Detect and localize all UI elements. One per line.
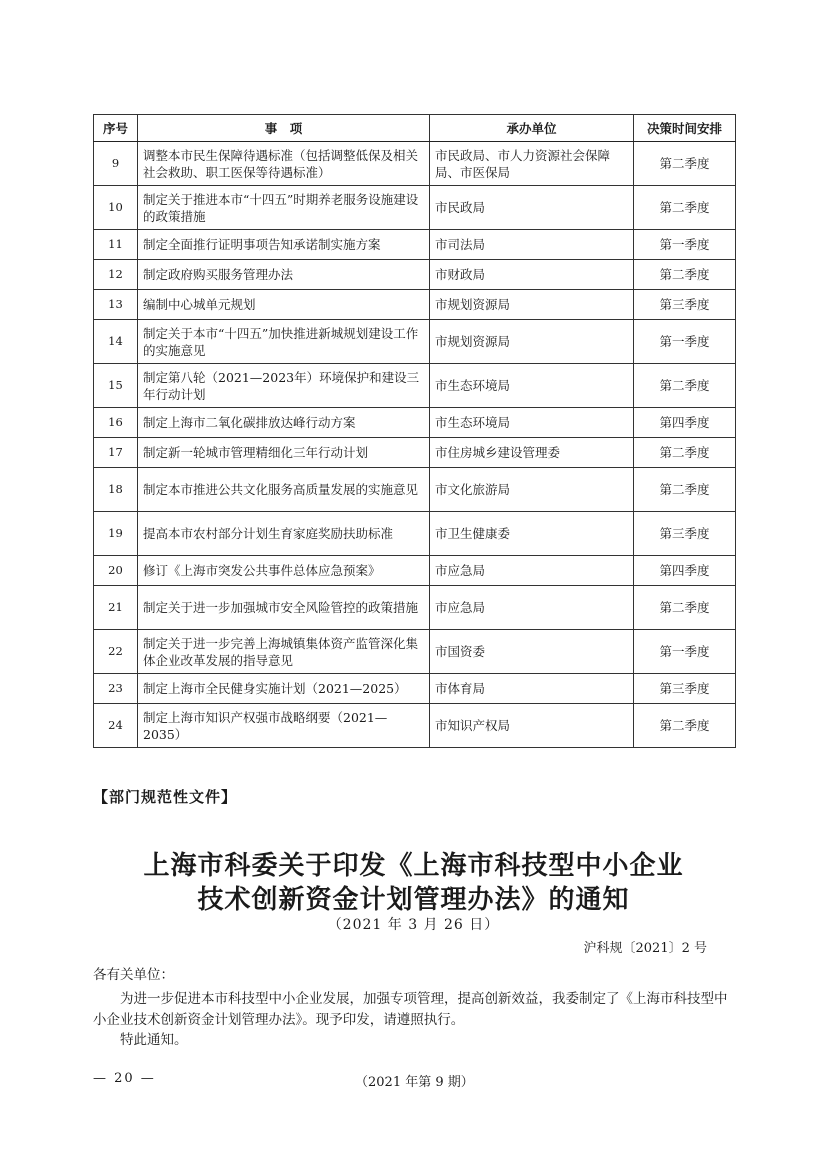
- table-row: [94, 364, 736, 408]
- cell-department: 市应急局: [430, 586, 634, 630]
- table-row: [94, 320, 736, 364]
- cell-item: 制定全面推行证明事项告知承诺制实施方案: [138, 230, 430, 260]
- table-row: [94, 408, 736, 438]
- header-serial-number: 序号: [94, 115, 138, 142]
- table-row: [94, 468, 736, 512]
- cell-item: 制定上海市知识产权强市战略纲要（2021—2035）: [138, 704, 430, 748]
- cell-item: 编制中心城单元规划: [138, 290, 430, 320]
- cell-department: 市司法局: [430, 230, 634, 260]
- table-row: [94, 674, 736, 704]
- cell-serial-number: 15: [94, 364, 138, 408]
- cell-department: 市文化旅游局: [430, 468, 634, 512]
- table-row: [94, 704, 736, 748]
- table-row: [94, 230, 736, 260]
- table-row: [94, 186, 736, 230]
- document-number: 沪科规〔2021〕2 号: [583, 941, 707, 956]
- table-row: [94, 142, 736, 186]
- cell-serial-number: 13: [94, 290, 138, 320]
- cell-decision-time: 第二季度: [634, 364, 736, 408]
- section-label: 【部门规范性文件】: [93, 788, 238, 806]
- cell-serial-number: 19: [94, 512, 138, 556]
- cell-decision-time: 第二季度: [634, 586, 736, 630]
- cell-decision-time: 第二季度: [634, 142, 736, 186]
- cell-item: 制定新一轮城市管理精细化三年行动计划: [138, 438, 430, 468]
- cell-department: 市应急局: [430, 556, 634, 586]
- notice-title-line-2: 技术创新资金计划管理办法》的通知: [197, 885, 630, 915]
- cell-department: 市生态环境局: [430, 408, 634, 438]
- cell-item: 调整本市民生保障待遇标准（包括调整低保及相关社会救助、职工医保等待遇标准）: [138, 142, 430, 186]
- cell-serial-number: 20: [94, 556, 138, 586]
- closing-line: 特此通知。: [120, 1032, 188, 1048]
- decision-schedule-table: [93, 114, 736, 748]
- table-row: [94, 630, 736, 674]
- table-row: [94, 438, 736, 468]
- cell-decision-time: 第二季度: [634, 468, 736, 512]
- cell-serial-number: 17: [94, 438, 138, 468]
- cell-decision-time: 第二季度: [634, 438, 736, 468]
- cell-department: 市体育局: [430, 674, 634, 704]
- cell-item: 制定本市推进公共文化服务高质量发展的实施意见: [138, 468, 430, 512]
- cell-serial-number: 24: [94, 704, 138, 748]
- cell-item: 制定关于本市“十四五”加快推进新城规划建设工作的实施意见: [138, 320, 430, 364]
- cell-serial-number: 22: [94, 630, 138, 674]
- header-department: 承办单位: [430, 115, 634, 142]
- cell-item: 制定关于进一步完善上海城镇集体资产监管深化集体企业改革发展的指导意见: [138, 630, 430, 674]
- notice-title-line-1: 上海市科委关于印发《上海市科技型中小企业: [143, 851, 684, 881]
- cell-serial-number: 12: [94, 260, 138, 290]
- cell-decision-time: 第一季度: [634, 630, 736, 674]
- cell-serial-number: 14: [94, 320, 138, 364]
- header-item: 事 项: [138, 115, 430, 142]
- cell-decision-time: 第三季度: [634, 674, 736, 704]
- cell-item: 制定关于进一步加强城市安全风险管控的政策措施: [138, 586, 430, 630]
- cell-serial-number: 18: [94, 468, 138, 512]
- header-decision-time: 决策时间安排: [634, 115, 736, 142]
- table-row: [94, 586, 736, 630]
- cell-department: 市卫生健康委: [430, 512, 634, 556]
- cell-decision-time: 第一季度: [634, 320, 736, 364]
- cell-decision-time: 第二季度: [634, 704, 736, 748]
- addressee: 各有关单位：: [93, 967, 174, 983]
- cell-department: 市生态环境局: [430, 364, 634, 408]
- cell-department: 市知识产权局: [430, 704, 634, 748]
- cell-serial-number: 9: [94, 142, 138, 186]
- cell-department: 市住房城乡建设管理委: [430, 438, 634, 468]
- cell-serial-number: 16: [94, 408, 138, 438]
- table-row: [94, 512, 736, 556]
- table-row: [94, 260, 736, 290]
- cell-department: 市民政局: [430, 186, 634, 230]
- cell-serial-number: 23: [94, 674, 138, 704]
- cell-decision-time: 第一季度: [634, 230, 736, 260]
- cell-department: 市规划资源局: [430, 320, 634, 364]
- cell-serial-number: 10: [94, 186, 138, 230]
- notice-paragraph: 为进一步促进本市科技型中小企业发展，加强专项管理，提高创新效益，我委制定了《上海市科技型中小企业技术创新资金计划管理办法》。现予印发，请遵照执行。: [93, 991, 728, 1028]
- cell-item: 制定政府购买服务管理办法: [138, 260, 430, 290]
- notice-date: （2021 年 3 月 26 日）: [327, 917, 500, 933]
- cell-serial-number: 21: [94, 586, 138, 630]
- table-row: [94, 556, 736, 586]
- cell-department: 市财政局: [430, 260, 634, 290]
- cell-decision-time: 第四季度: [634, 408, 736, 438]
- cell-item: 制定关于推进本市“十四五”时期养老服务设施建设的政策措施: [138, 186, 430, 230]
- cell-item: 制定第八轮（2021—2023年）环境保护和建设三年行动计划: [138, 364, 430, 408]
- table-row: [94, 290, 736, 320]
- cell-serial-number: 11: [94, 230, 138, 260]
- cell-item: 提高本市农村部分计划生育家庭奖励扶助标准: [138, 512, 430, 556]
- table-header-row: [94, 115, 736, 142]
- cell-department: 市规划资源局: [430, 290, 634, 320]
- table-body: [94, 142, 736, 748]
- cell-decision-time: 第三季度: [634, 512, 736, 556]
- cell-item: 修订《上海市突发公共事件总体应急预案》: [138, 556, 430, 586]
- cell-item: 制定上海市二氧化碳排放达峰行动方案: [138, 408, 430, 438]
- cell-decision-time: 第二季度: [634, 186, 736, 230]
- cell-decision-time: 第二季度: [634, 260, 736, 290]
- page-number: — 20 —: [93, 1071, 156, 1086]
- cell-item: 制定上海市全民健身实施计划（2021—2025）: [138, 674, 430, 704]
- cell-department: 市民政局、市人力资源社会保障局、市医保局: [430, 142, 634, 186]
- issue-number: （2021 年第 9 期）: [355, 1075, 474, 1090]
- cell-decision-time: 第四季度: [634, 556, 736, 586]
- cell-decision-time: 第三季度: [634, 290, 736, 320]
- cell-department: 市国资委: [430, 630, 634, 674]
